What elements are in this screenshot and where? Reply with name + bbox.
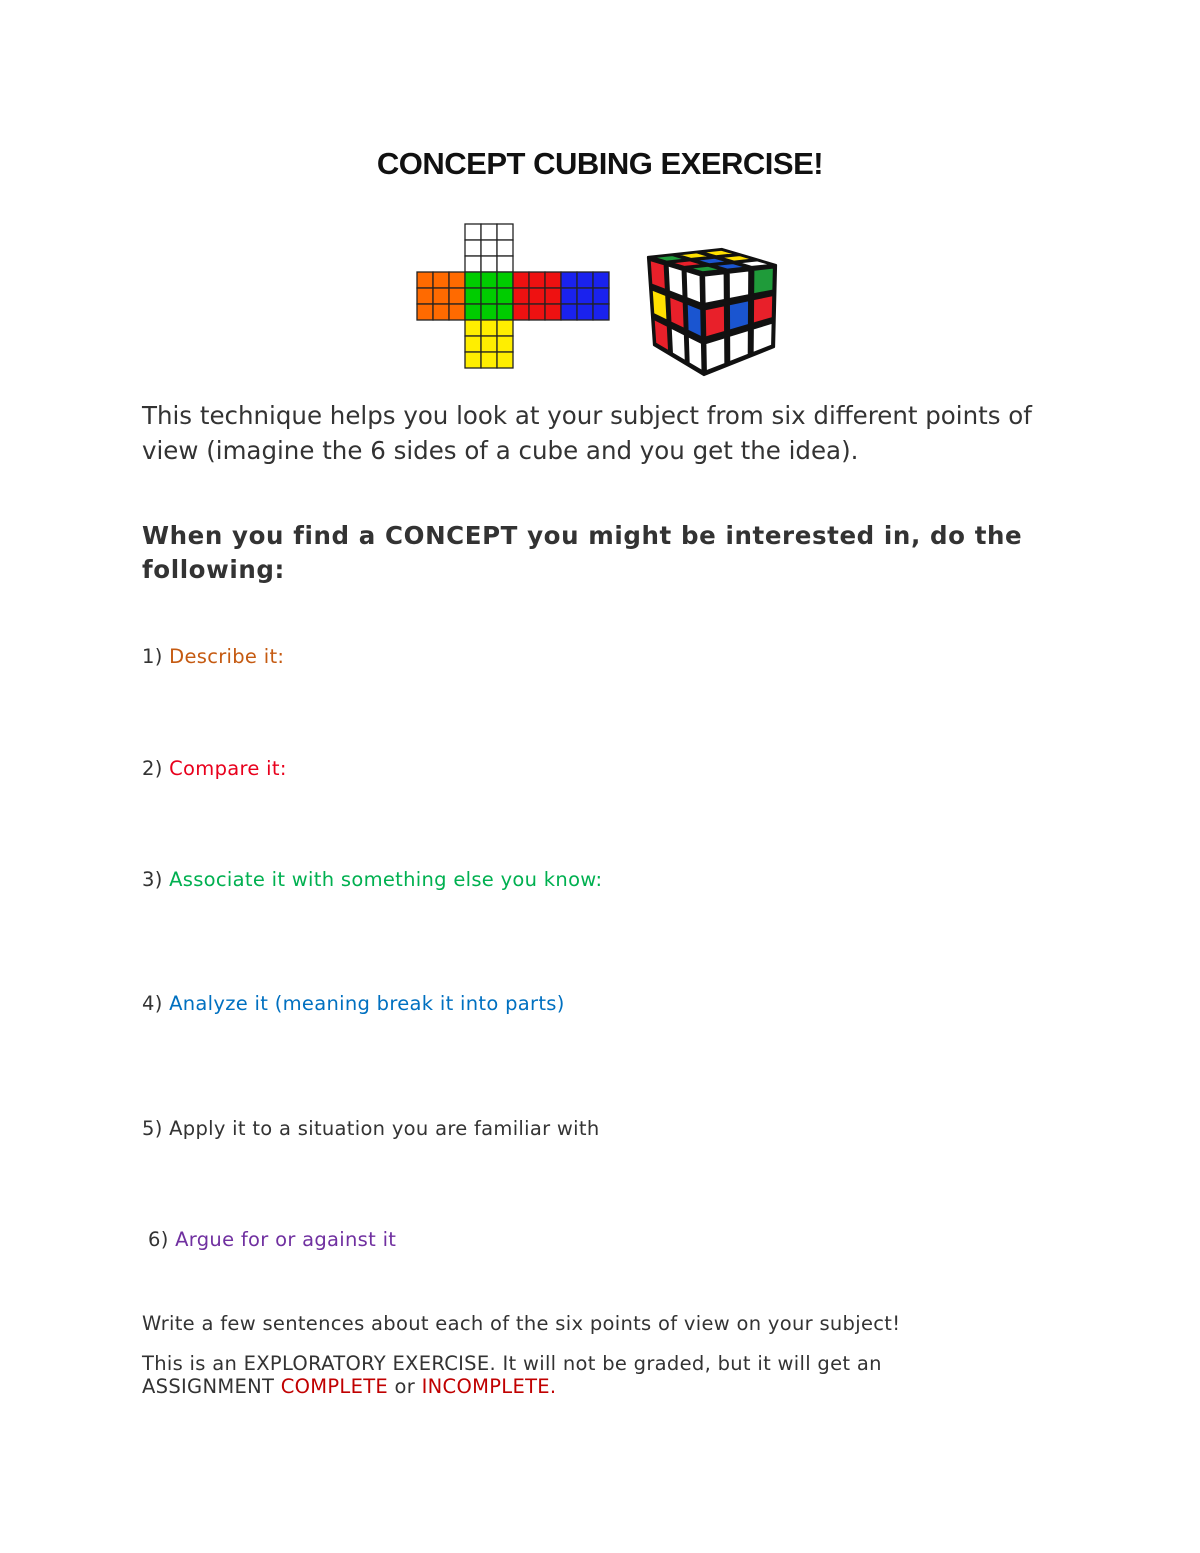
complete-word: COMPLETE — [280, 1375, 389, 1398]
step-number: 3) — [142, 868, 163, 891]
step-number: 4) — [142, 992, 163, 1015]
step-label: Argue for or against it — [175, 1228, 397, 1251]
intro-paragraph: This technique helps you look at your subject from six different points of view (imagine the 6 sides of a cube and you get the idea). — [142, 401, 1032, 465]
step-number: 6) — [148, 1228, 169, 1251]
grading-note — [142, 1352, 882, 1398]
step-number: 5) — [142, 1117, 163, 1140]
step-label: Compare it: — [169, 757, 287, 780]
step-label: Describe it: — [169, 645, 285, 668]
step-number: 1) — [142, 645, 163, 668]
step-label: Associate it with something else you know: — [169, 868, 603, 891]
incomplete-word: INCOMPLETE. — [421, 1375, 557, 1398]
assignment-word: ASSIGNMENT — [142, 1375, 281, 1398]
closing-instruction: Write a few sentences about each of the six points of view on your subject! — [142, 1312, 901, 1335]
page-title: CONCEPT CUBING EXERCISE! — [376, 146, 824, 181]
step-label: Apply it to a situation you are familiar with — [169, 1117, 600, 1140]
step-associate — [142, 868, 602, 891]
grading-note-line1: This is an EXPLORATORY EXERCISE. It will not be graded, but it will get an — [142, 1352, 882, 1375]
step-label: Analyze it (meaning break it into parts) — [169, 992, 565, 1015]
step-apply — [142, 1117, 600, 1140]
step-describe — [142, 645, 284, 668]
or-word: or — [388, 1375, 422, 1398]
rubiks-cube-image — [640, 235, 785, 380]
grading-note-line2 — [142, 1375, 882, 1398]
step-analyze — [142, 992, 565, 1015]
rubiks-cube-net-image — [415, 222, 611, 370]
instructions-heading: When you find a CONCEPT you might be interested in, do the following: — [142, 521, 1023, 584]
step-compare — [142, 757, 287, 780]
step-argue — [148, 1228, 396, 1251]
step-number: 2) — [142, 757, 163, 780]
